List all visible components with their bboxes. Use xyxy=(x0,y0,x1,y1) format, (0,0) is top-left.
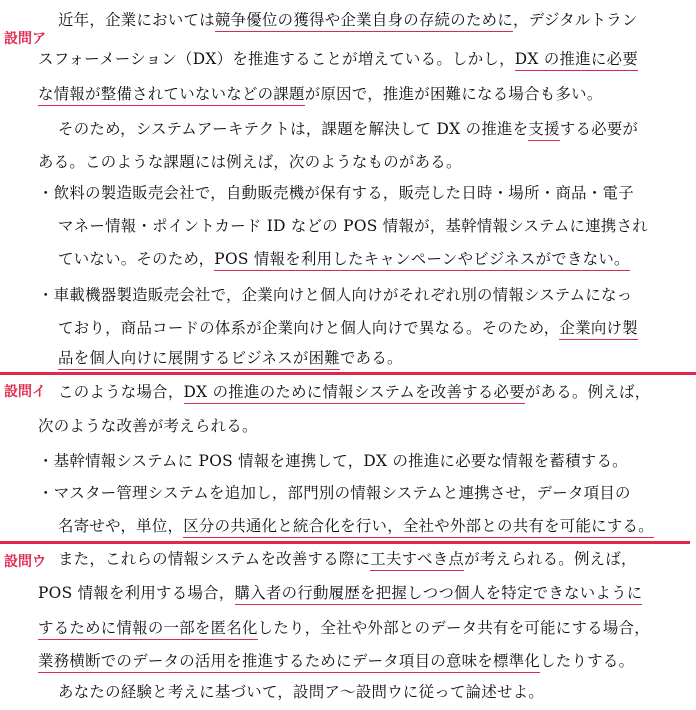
underline-unify-share: 区分の共通化と統合化を行い，全社や外部との共有を可能にする。 xyxy=(183,517,654,538)
underline-support: 支援 xyxy=(528,120,559,141)
label-question-a: 設問ア xyxy=(4,31,46,47)
bullet2-line3: 品を個人向けに展開するビジネスが困難である。 xyxy=(58,348,403,368)
bullet3: ・基幹情報システムに POS 情報を連携して，DX の推進に必要な情報を蓄積する。 xyxy=(38,452,628,470)
p4-line3: するために情報の一部を匿名化したり，全社や外部とのデータ共有を可能にする場合， xyxy=(38,618,650,638)
closing-instruction: あなたの経験と考えに基づいて，設問ア～設問ウに従って論述せよ。 xyxy=(58,683,545,701)
bullet1-line2: マネー情報・ポイントカード ID などの POS 情報が，基幹情報システムに連携され xyxy=(58,217,648,235)
bullet4-line1: ・マスター管理システムを追加し，部門別の情報システムと連携させ，データ項目の xyxy=(38,484,631,502)
bullet2-line2: ており，商品コードの体系が企業向けと個人向けで異なる。そのため，企業向け製 xyxy=(58,318,638,338)
underline-business-difficult: 品を個人向けに展開するビジネスが困難 xyxy=(58,349,340,370)
p1-line3: な情報が整備されていないなどの課題が原因で，推進が困難になる場合も多い。 xyxy=(38,84,603,104)
p1-line2: スフォーメーション（DX）を推進することが増えている。しかし，DX の推進に必要 xyxy=(38,49,638,69)
underline-improve-need: DX の推進のために情報システムを改善する必要 xyxy=(184,383,525,404)
p2-line2: ある。このような課題には例えば，次のようなものがある。 xyxy=(38,153,462,171)
p2-line1: そのため，システムアーキテクトは，課題を解決して DX の推進を支援する必要が xyxy=(58,119,638,139)
underline-competitive-survival: 競争優位の獲得や企業自身の存続のために xyxy=(215,11,513,32)
underline-info-issue: な情報が整備されていないなどの課題 xyxy=(38,85,305,106)
underline-ingenuity: 工夫すべき点 xyxy=(370,550,464,571)
bullet1-line1: ・飲料の製造販売会社で，自動販売機が保有する，販売した日時・場所・商品・電子 xyxy=(38,184,634,202)
label-question-i: 設問イ xyxy=(4,384,46,400)
bullet4-line2: 名寄せや，単位，区分の共通化と統合化を行い，全社や外部との共有を可能にする。 xyxy=(58,516,654,536)
underline-track-anonymous: 購入者の行動履歴を把握しつつ個人を特定できないように xyxy=(235,584,643,605)
underline-enterprise-product: 企業向け製 xyxy=(559,319,637,340)
p4-line1: また，これらの情報システムを改善する際に工夫すべき点が考えられる。例えば， xyxy=(58,549,637,569)
label-question-u: 設問ウ xyxy=(4,554,46,570)
underline-pos-campaign: POS 情報を利用したキャンペーンやビジネスができない。 xyxy=(214,250,629,271)
bullet2-line1: ・車載機器製造販売会社で，企業向けと個人向けがそれぞれ別の情報システムになっ xyxy=(38,286,633,304)
p4-line4: 業務横断でのデータの活用を推進するためにデータ項目の意味を標準化したりする。 xyxy=(38,651,634,671)
p1-line1: 近年，企業においては競争優位の獲得や企業自身の存続のために，デジタルトラン xyxy=(58,10,638,30)
underline-anonymize: するために情報の一部を匿名化 xyxy=(38,619,258,640)
divider-i-u xyxy=(0,541,690,544)
bullet1-line3: ていない。そのため，POS 情報を利用したキャンペーンやビジネスができない。 xyxy=(58,249,630,269)
p4-line2: POS 情報を利用する場合，購入者の行動履歴を把握しつつ個人を特定できないように xyxy=(38,583,642,603)
underline-dx-needed: DX の推進に必要 xyxy=(515,50,638,71)
p3-line1: このような場合，DX の推進のために情報システムを改善する必要がある。例えば， xyxy=(58,382,650,402)
p3-line2: 次のような改善が考えられる。 xyxy=(38,417,258,435)
divider-a-i xyxy=(0,372,696,375)
underline-standardize: 業務横断でのデータの活用を推進するためにデータ項目の意味を標準化 xyxy=(38,652,540,673)
